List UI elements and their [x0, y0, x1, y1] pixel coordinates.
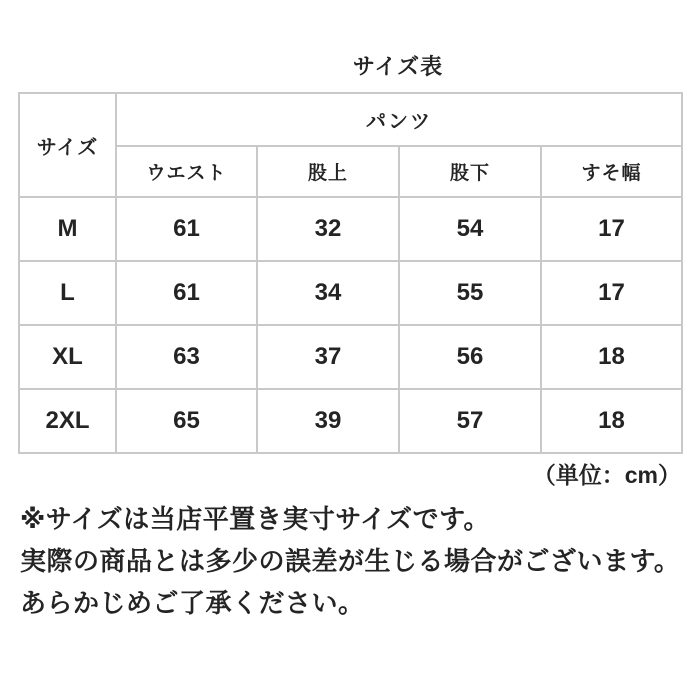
value-cell: 54 [399, 197, 541, 261]
value-cell: 39 [257, 389, 399, 453]
page-title: サイズ表 [352, 54, 444, 79]
value-cell: 57 [399, 389, 541, 453]
size-label: XL [19, 325, 116, 389]
size-label: M [19, 197, 116, 261]
column-header-hem-width: すそ幅 [541, 146, 682, 197]
table-row-l [19, 261, 682, 325]
value-cell: 63 [116, 325, 257, 389]
column-header-waist: ウエスト [116, 146, 257, 197]
value-cell: 18 [541, 389, 682, 453]
value-cell: 65 [116, 389, 257, 453]
value-cell: 61 [116, 197, 257, 261]
header-row-group [19, 93, 682, 146]
table-row-2xl [19, 389, 682, 453]
size-label: L [19, 261, 116, 325]
value-cell: 37 [257, 325, 399, 389]
column-header-inseam: 股下 [399, 146, 541, 197]
value-cell: 61 [116, 261, 257, 325]
table-row-m [19, 197, 682, 261]
group-header-pants: パンツ [116, 93, 682, 146]
footnote-line: あらかじめご了承ください。 [20, 588, 365, 618]
value-cell: 32 [257, 197, 399, 261]
size-table [18, 92, 683, 454]
value-cell: 18 [541, 325, 682, 389]
value-cell: 17 [541, 197, 682, 261]
size-label: 2XL [19, 389, 116, 453]
value-cell: 34 [257, 261, 399, 325]
table-row-xl [19, 325, 682, 389]
footnote-line: 実際の商品とは多少の誤差が生じる場合がございます。 [20, 546, 681, 576]
value-cell: 56 [399, 325, 541, 389]
footnotes [20, 498, 700, 624]
footnote-line: ※サイズは当店平置き実寸サイズです。 [20, 504, 491, 534]
unit-note: （単位：cm） [532, 462, 681, 488]
value-cell: 17 [541, 261, 682, 325]
value-cell: 55 [399, 261, 541, 325]
column-header-rise: 股上 [257, 146, 399, 197]
corner-header-size: サイズ [19, 93, 116, 197]
header-row-columns [19, 146, 682, 197]
